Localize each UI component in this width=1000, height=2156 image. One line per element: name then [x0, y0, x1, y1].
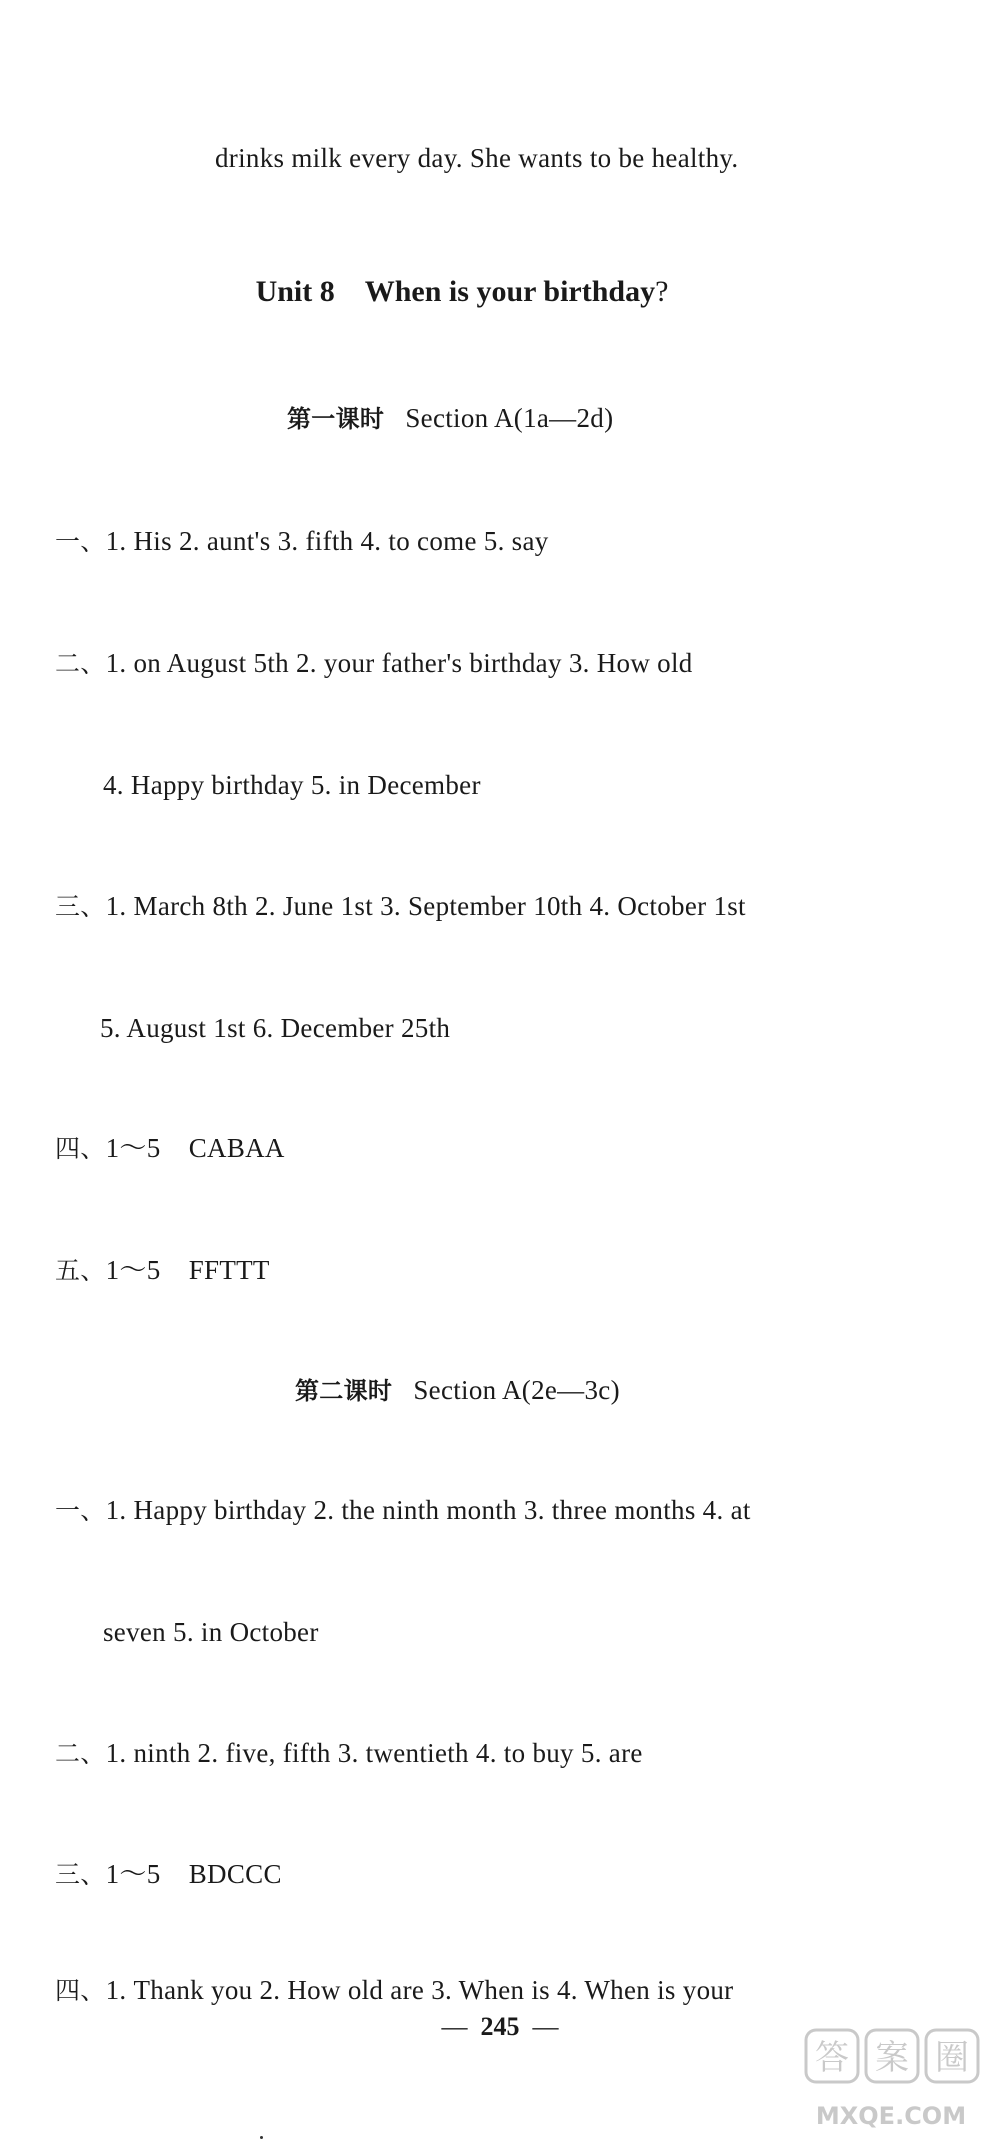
page-number-dash-left: —	[441, 2012, 468, 2041]
question-marker: 二、	[55, 649, 106, 678]
answer-choices: CABAA	[188, 1133, 285, 1163]
answer-text: 1. His 2. aunt's 3. fifth 4. to come 5. say	[105, 526, 549, 556]
question-marker: 三、	[55, 892, 106, 921]
question-marker: 四、	[55, 1976, 106, 2005]
lesson2-section: Section A(2e—3c)	[413, 1375, 620, 1405]
lesson1-title: 第一课时	[287, 405, 385, 433]
answer-text: 1. Happy birthday 2. the ninth month 3. three months 4. at	[105, 1495, 751, 1525]
question-marker: 三、	[55, 1860, 106, 1889]
lesson1-q2-line2	[103, 772, 481, 799]
answer-choices: FFTTT	[188, 1255, 270, 1285]
question-marker: 一、	[55, 527, 106, 556]
lesson2-q4	[55, 1977, 733, 2004]
lesson2-q2	[55, 1740, 643, 1767]
answer-text: 1. ninth 2. five, fifth 3. twentieth 4. to buy 5. are	[105, 1738, 643, 1768]
answer-choices: BDCCC	[188, 1859, 282, 1889]
lesson1-q4	[55, 1135, 285, 1162]
lesson2-q1-line2	[103, 1619, 319, 1646]
answer-text: 5. August 1st 6. December 25th	[100, 1013, 451, 1043]
watermark-logo	[796, 2024, 986, 2144]
lesson2-heading	[295, 1377, 620, 1404]
print-speck	[260, 2136, 263, 2139]
lesson1-q3-line2	[100, 1015, 450, 1042]
unit-label: Unit 8	[255, 275, 335, 308]
question-marker: 一、	[55, 1496, 106, 1525]
question-marker: 五、	[55, 1256, 106, 1285]
answer-text: 1. Thank you 2. How old are 3. When is 4. When is your	[105, 1975, 734, 2005]
answer-range: 1～5	[105, 1859, 161, 1889]
unit-title-text: When is your birthday	[364, 275, 656, 308]
answer-text: 4. Happy birthday 5. in December	[103, 770, 481, 800]
answer-range: 1～5	[105, 1255, 161, 1285]
lesson1-q1	[55, 528, 549, 555]
unit-title	[0, 275, 962, 309]
answer-text: 1. on August 5th 2. your father's birthday 3. How old	[105, 648, 693, 678]
svg-text:MXQE.COM: MXQE.COM	[815, 2102, 967, 2130]
lesson1-section: Section A(1a—2d)	[405, 403, 614, 433]
lesson2-q3	[55, 1861, 282, 1888]
page-number-dash-right: —	[532, 2012, 559, 2041]
unit-title-punct: ?	[655, 275, 669, 308]
question-marker: 四、	[55, 1134, 106, 1163]
lesson2-title: 第二课时	[295, 1377, 393, 1405]
lesson1-heading	[287, 405, 613, 432]
svg-text:答: 答	[815, 2038, 849, 2078]
answer-text: seven 5. in October	[103, 1617, 319, 1647]
lesson2-q1-line1	[55, 1497, 751, 1524]
question-marker: 二、	[55, 1739, 106, 1768]
intro-line: drinks milk every day. She wants to be healthy.	[215, 143, 739, 173]
page-number-value: 245	[480, 2012, 520, 2041]
answer-range: 1～5	[105, 1133, 161, 1163]
lesson1-q3-line1	[55, 893, 746, 920]
lesson1-q5	[55, 1257, 270, 1284]
svg-text:圈: 圈	[935, 2038, 969, 2078]
svg-text:案: 案	[875, 2038, 909, 2078]
lesson1-q2-line1	[55, 650, 693, 677]
answer-text: 1. March 8th 2. June 1st 3. September 10th 4. October 1st	[105, 891, 746, 921]
